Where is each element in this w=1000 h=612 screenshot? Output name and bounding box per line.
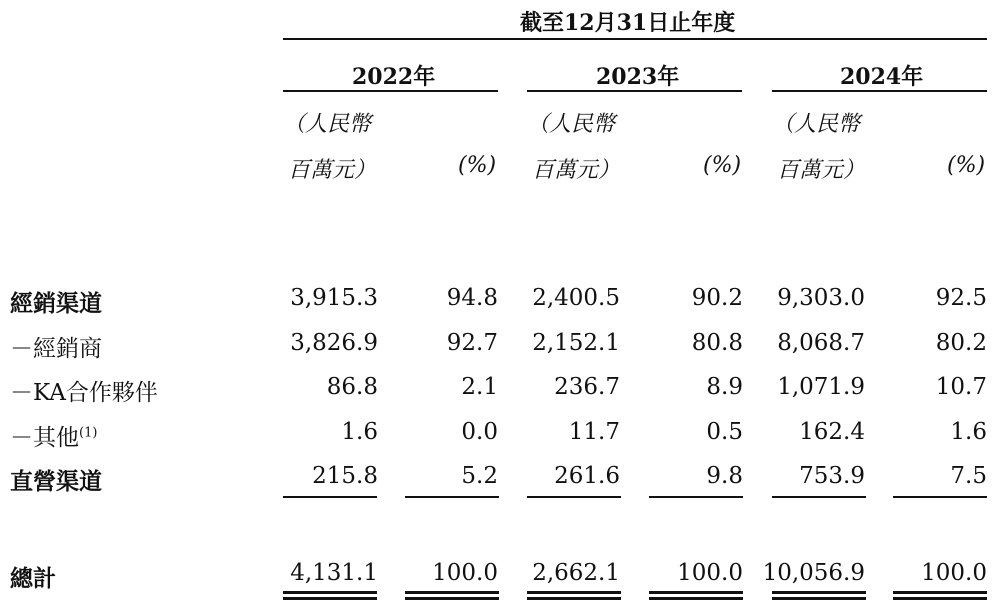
- table-cell: 215.8: [312, 463, 378, 489]
- table-cell: 92.7: [446, 330, 498, 356]
- table-cell: 92.5: [935, 285, 987, 311]
- table-cell: 162.4: [799, 419, 865, 445]
- total-double-rule: [893, 591, 987, 600]
- table-cell: 11.7: [568, 419, 620, 445]
- table-cell: 261.6: [554, 463, 620, 489]
- table-cell: 100.0: [432, 560, 498, 586]
- header-rule: [283, 38, 987, 40]
- unit-label-2022-line1: （人民幣: [283, 112, 372, 137]
- table-cell: 2,662.1: [532, 560, 620, 586]
- table-cell: 9.8: [706, 463, 743, 489]
- subtotal-rule: [283, 496, 377, 498]
- table-cell: 2,400.5: [532, 285, 620, 311]
- year-2022-rule: [283, 90, 498, 92]
- table-cell: 236.7: [554, 374, 620, 400]
- year-2024-header: 2024年: [840, 64, 924, 90]
- footnote-marker: (1): [79, 425, 98, 441]
- pct-label-2023: (%): [703, 153, 742, 178]
- table-cell: 9,303.0: [777, 285, 865, 311]
- table-cell: 10.7: [935, 374, 987, 400]
- table-cell: 90.2: [691, 285, 743, 311]
- subtotal-rule: [527, 496, 621, 498]
- table-cell: 80.2: [935, 330, 987, 356]
- year-2024-rule: [772, 90, 987, 92]
- period-header: 截至12月31日止年度: [520, 10, 736, 36]
- total-double-rule: [405, 591, 499, 600]
- row-label-others-text: －其他: [10, 425, 79, 451]
- table-cell: 1.6: [950, 419, 987, 445]
- table-cell: 0.5: [706, 419, 743, 445]
- table-cell: 80.8: [691, 330, 743, 356]
- pct-label-2024: (%): [947, 153, 986, 178]
- total-double-rule: [283, 591, 377, 600]
- year-2023-rule: [527, 90, 742, 92]
- subtotal-rule: [405, 496, 499, 498]
- row-label-ka-partners: －KA合作夥伴: [10, 380, 158, 406]
- table-cell: 100.0: [677, 560, 743, 586]
- row-label-others: [10, 419, 97, 452]
- table-cell: 1.6: [341, 419, 378, 445]
- table-cell: 2.1: [461, 374, 498, 400]
- row-label-distributors: －經銷商: [10, 336, 102, 362]
- subtotal-rule: [893, 496, 987, 498]
- subtotal-rule: [649, 496, 743, 498]
- pct-label-2022: (%): [458, 153, 497, 178]
- unit-label-2024-line2: 百萬元）: [777, 158, 866, 183]
- table-cell: 10,056.9: [762, 560, 865, 586]
- total-double-rule: [649, 591, 743, 600]
- unit-label-2024-line1: （人民幣: [772, 112, 861, 137]
- table-cell: 2,152.1: [532, 330, 620, 356]
- row-label-distribution-channel: 經銷渠道: [10, 290, 102, 317]
- table-cell: 86.8: [326, 374, 378, 400]
- subtotal-rule: [772, 496, 866, 498]
- total-double-rule: [527, 591, 621, 600]
- unit-label-2022-line2: 百萬元）: [288, 158, 377, 183]
- table-cell: 8.9: [706, 374, 743, 400]
- table-cell: 5.2: [461, 463, 498, 489]
- table-cell: 3,915.3: [290, 285, 378, 311]
- year-2023-header: 2023年: [596, 64, 680, 90]
- table-cell: 753.9: [799, 463, 865, 489]
- table-cell: 1,071.9: [777, 374, 865, 400]
- row-label-direct-sales-channel: 直營渠道: [10, 468, 102, 495]
- unit-label-2023-line1: （人民幣: [527, 112, 616, 137]
- table-cell: 4,131.1: [290, 560, 378, 586]
- row-label-total: 總計: [10, 565, 56, 592]
- total-double-rule: [772, 591, 866, 600]
- table-cell: 100.0: [921, 560, 987, 586]
- table-cell: 8,068.7: [777, 330, 865, 356]
- year-2022-header: 2022年: [352, 64, 436, 90]
- table-cell: 3,826.9: [290, 330, 378, 356]
- table-cell: 0.0: [461, 419, 498, 445]
- table-cell: 7.5: [950, 463, 987, 489]
- unit-label-2023-line2: 百萬元）: [532, 158, 621, 183]
- table-cell: 94.8: [446, 285, 498, 311]
